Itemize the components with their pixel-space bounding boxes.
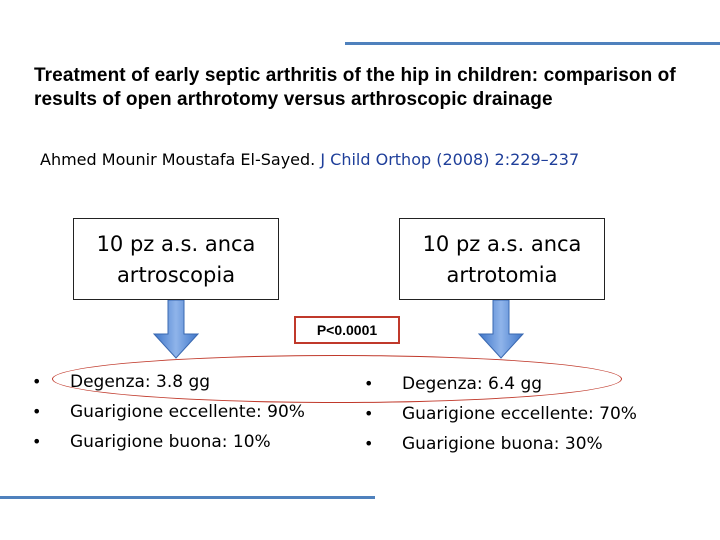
result-text: Degenza: 6.4 gg [402,374,543,394]
bullet: • [32,372,42,391]
bullet: • [32,432,42,451]
bullet: • [364,374,374,393]
arthroscopy-results-list [32,367,305,457]
list-item [364,429,637,459]
bottom-accent-line [0,496,375,499]
result-text: Guarigione buona: 30% [402,434,603,454]
arthrotomy-box-line2: artrotomia [446,263,558,287]
list-item [364,399,637,429]
bullet: • [364,404,374,423]
list-item [32,367,305,397]
result-text: Degenza: 3.8 gg [70,372,211,392]
p-value-badge: P<0.0001 [294,316,400,344]
result-text: Guarigione buona: 10% [70,432,271,452]
arthrotomy-group-box [399,218,605,300]
list-item [364,369,637,399]
arthroscopy-box-line1: 10 pz a.s. anca [96,232,256,256]
arthrotomy-results-list [364,369,637,459]
bullet: • [364,434,374,453]
arthroscopy-group-box [73,218,279,300]
right-down-arrow-icon [475,300,527,360]
result-text: Guarigione eccellente: 70% [402,404,637,424]
bullet: • [32,402,42,421]
list-item [32,397,305,427]
citation-journal: J Child Orthop (2008) 2:229–237 [320,150,580,169]
list-item [32,427,305,457]
citation [40,149,579,171]
slide-title: Treatment of early septic arthritis of the hip in children: comparison of results of open arthrotomy versus arthroscopic drainage [34,65,676,110]
result-text: Guarigione eccellente: 90% [70,402,305,422]
arthrotomy-box-line1: 10 pz a.s. anca [422,232,582,256]
citation-author: Ahmed Mounir Moustafa El-Sayed. [40,150,316,169]
top-accent-line [345,42,720,45]
arthroscopy-box-line2: artroscopia [116,263,236,287]
left-down-arrow-icon [150,300,202,360]
